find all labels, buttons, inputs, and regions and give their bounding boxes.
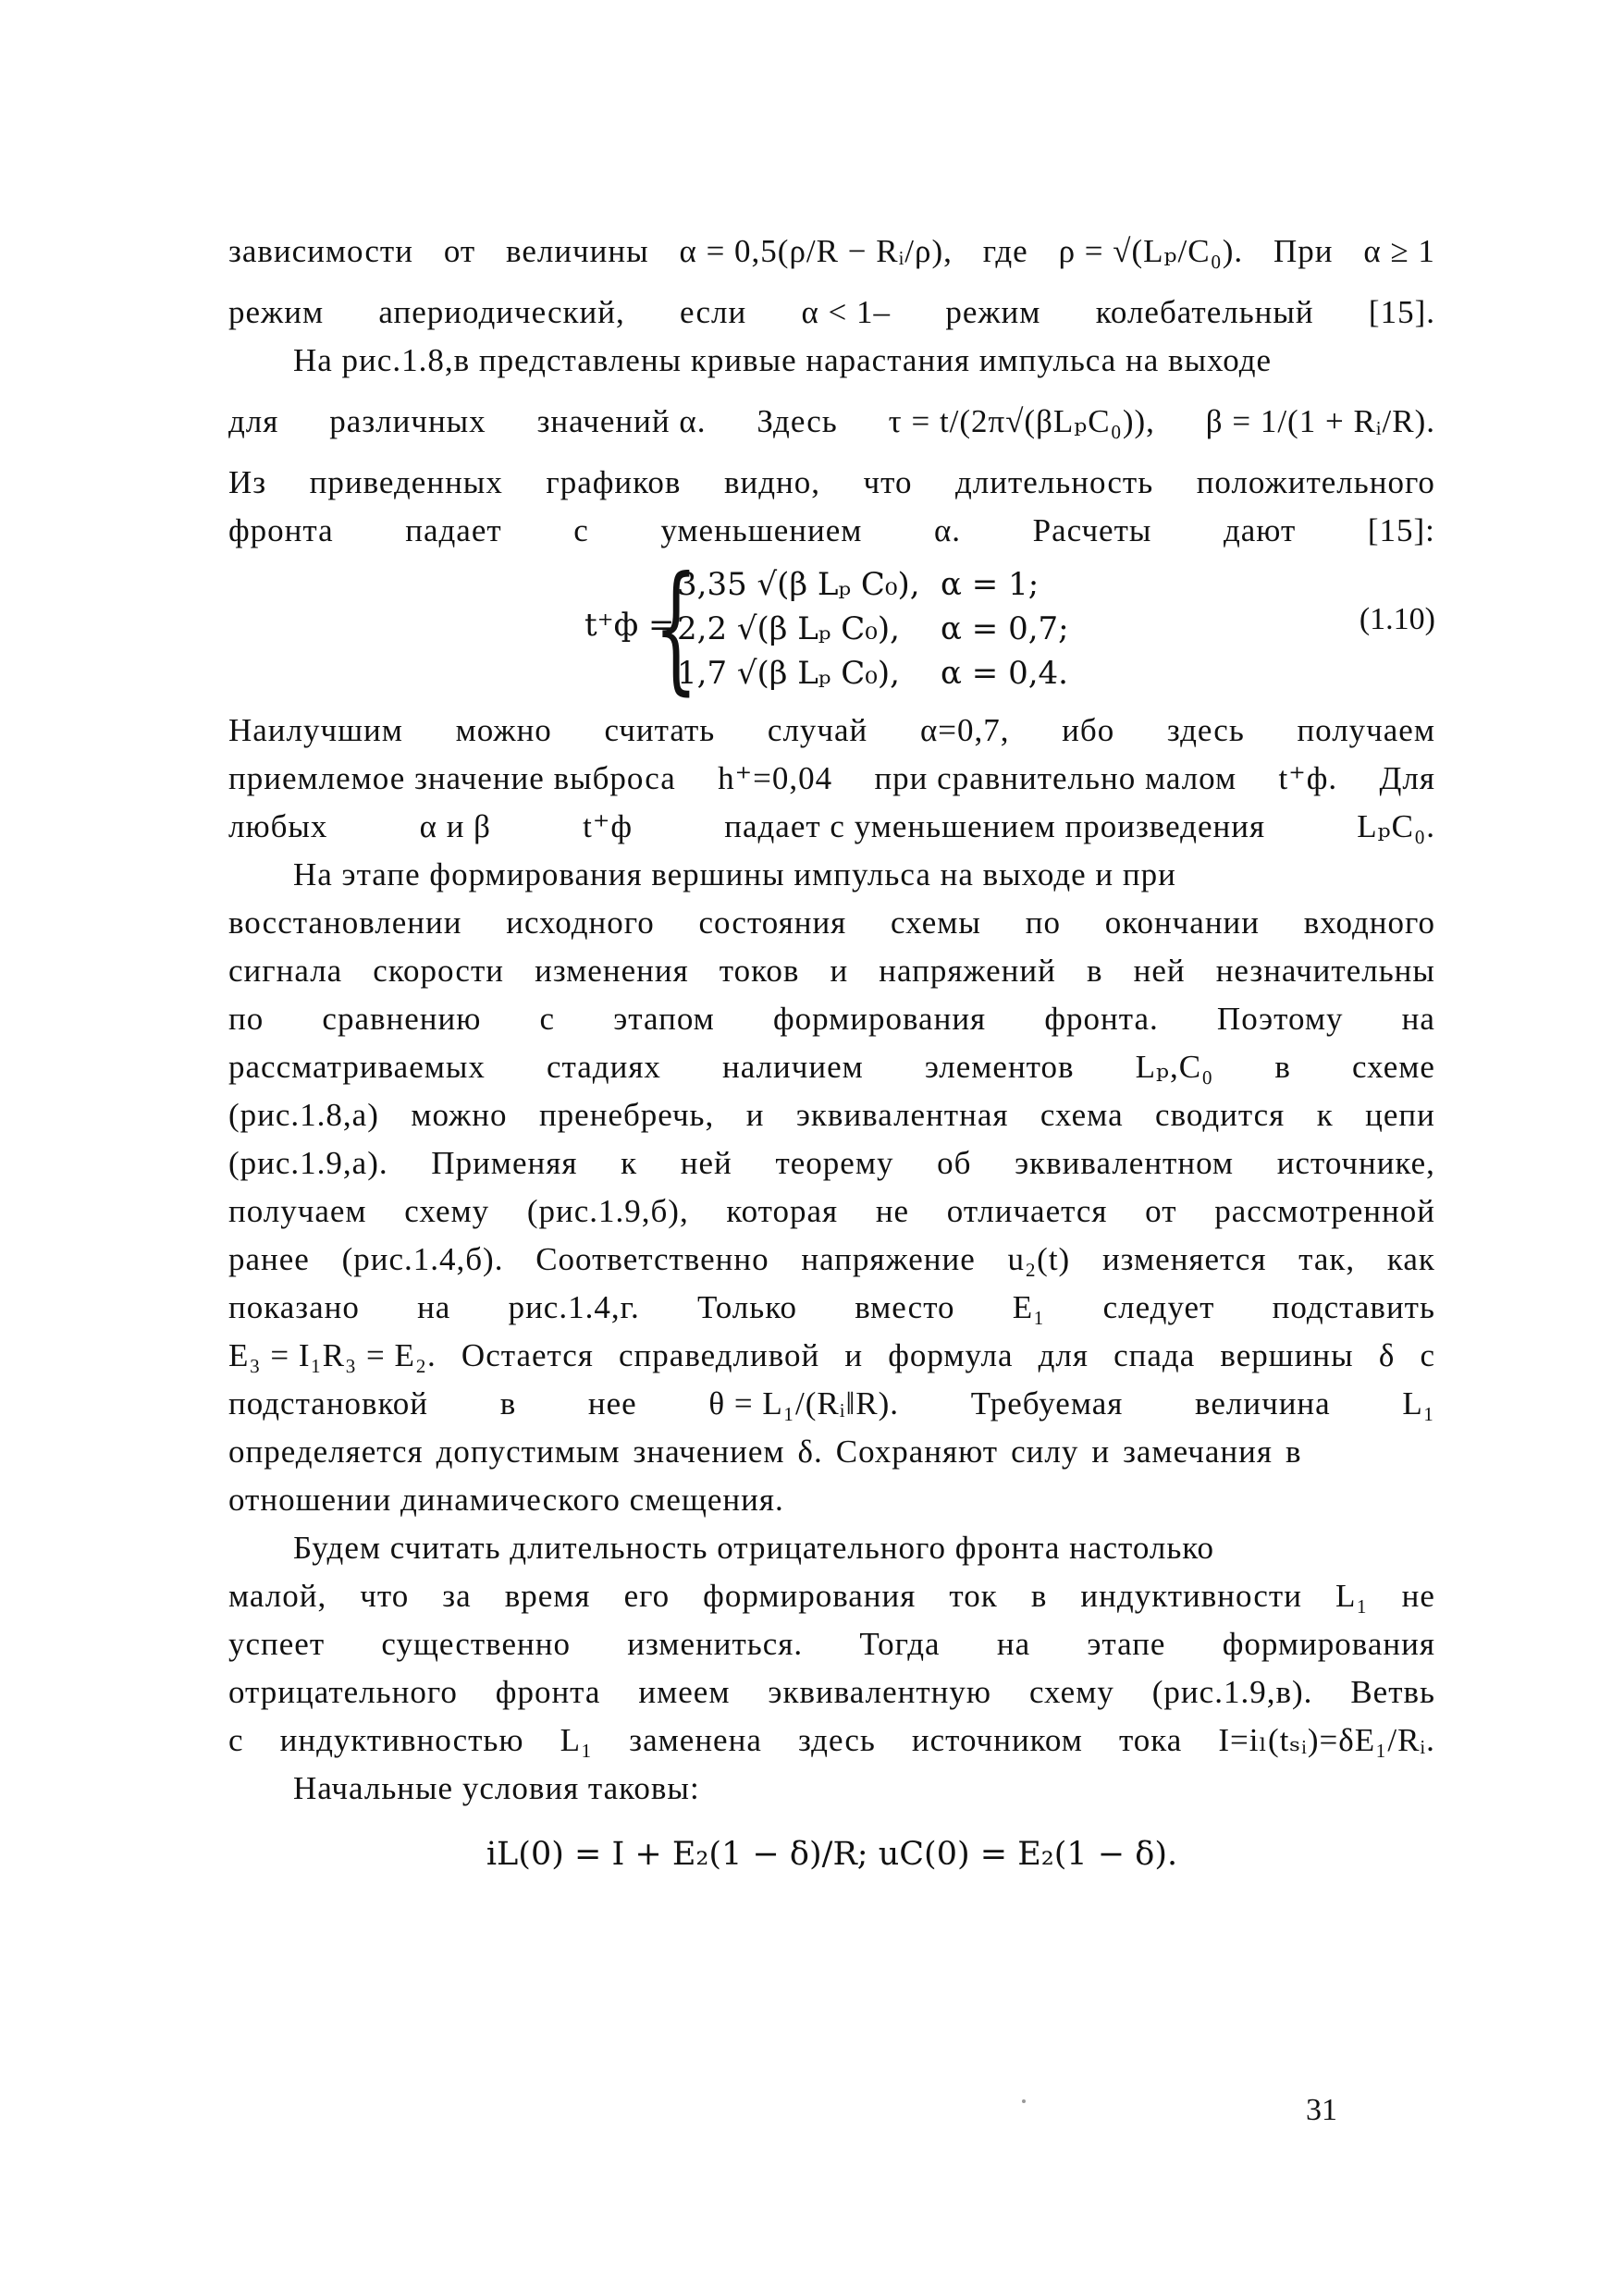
text-word: формирования <box>703 1578 917 1614</box>
text-word: h⁺=0,04 <box>718 760 833 796</box>
text-line <box>228 1091 1435 1139</box>
text-word: показано <box>228 1289 360 1325</box>
text-word: сводится <box>1155 1097 1286 1133</box>
text-word: силу <box>1011 1434 1079 1470</box>
text-word: не <box>1401 1578 1435 1614</box>
text-word: цепи <box>1365 1097 1435 1133</box>
text-word: наличием <box>722 1049 864 1085</box>
text-word: (рис.1.8,а) <box>228 1097 379 1133</box>
text-word: незначительны <box>1215 953 1435 989</box>
text-word: считать <box>604 712 716 748</box>
text-word: справедливой <box>619 1337 820 1373</box>
text-word: состояния <box>698 905 847 941</box>
text-word: α = 0,5(ρ/R − Rᵢ/ρ), <box>679 233 953 269</box>
text-line <box>228 1236 1435 1284</box>
text-word: рассмотренной <box>1214 1193 1435 1229</box>
text-word: успеет <box>228 1626 326 1662</box>
case-expression: 3,35 √(β Lₚ C₀), <box>677 566 920 603</box>
text-word: получаем <box>228 1193 367 1229</box>
text-word: падает <box>405 512 502 548</box>
text-word: схемы <box>891 905 981 941</box>
text-word: сигнала <box>228 953 343 989</box>
equation-number: (1.10) <box>1359 602 1435 636</box>
text-word: дают <box>1223 512 1297 548</box>
text-word: падает с уменьшением произведения <box>724 808 1266 844</box>
text-line <box>228 1524 1435 1572</box>
text-word: эквивалентную <box>768 1674 992 1710</box>
text-word: если <box>680 294 747 330</box>
text-word: (рис.1.9,в). <box>1151 1674 1313 1710</box>
text-line <box>228 995 1435 1043</box>
text-word: Здесь <box>757 403 838 439</box>
text-word: подстановкой <box>228 1385 429 1421</box>
text-word: u₂(t) <box>1007 1241 1071 1277</box>
text-word: Из <box>228 464 267 500</box>
text-word: малой, <box>228 1578 327 1614</box>
text-word: фронта <box>228 512 334 548</box>
text-word: вершины <box>1220 1337 1354 1373</box>
text-word: длительность <box>955 464 1154 500</box>
text-word: вместо <box>855 1289 955 1325</box>
text-word: в <box>1086 953 1103 989</box>
text-word: по <box>1025 905 1061 941</box>
paragraph-block-2 <box>228 707 1435 1813</box>
text-word: по <box>228 1001 265 1037</box>
text-word: так, <box>1298 1241 1356 1277</box>
text-word: [15]. <box>1368 294 1435 330</box>
text-word: E₁ <box>1012 1289 1046 1325</box>
text-word: эквивалентная <box>795 1097 1009 1133</box>
text-word: θ = L₁/(Rᵢ‖R). <box>708 1385 900 1421</box>
equation-case <box>677 562 1040 607</box>
case-expression: 1,7 √(β Lₚ C₀), <box>677 655 900 692</box>
text-word: (рис.1.9,б), <box>526 1193 689 1229</box>
text-word: спада <box>1113 1337 1196 1373</box>
text-word: допустимым <box>436 1434 621 1470</box>
text-word: которая <box>726 1193 839 1229</box>
text-word: Расчеты <box>1032 512 1152 548</box>
text-word: Применяя <box>431 1145 578 1181</box>
text-word: L₁ <box>560 1722 594 1758</box>
scan-speck <box>1022 2099 1026 2103</box>
text-word: Lₚ,C₀ <box>1135 1049 1214 1085</box>
case-condition: α = 1; <box>941 566 1040 603</box>
equation-brace: { <box>654 548 698 708</box>
text-word: и <box>830 953 849 989</box>
text-word: Только <box>697 1289 797 1325</box>
text-word: значений α. <box>536 403 707 439</box>
text-word: На этапе формирования вершины импульса на выходе и при <box>293 856 1176 892</box>
text-word: источником <box>911 1722 1083 1758</box>
text-word: на <box>996 1626 1031 1662</box>
text-word: ранее <box>228 1241 310 1277</box>
text-word: изменения <box>535 953 689 989</box>
text-line <box>228 1380 1435 1428</box>
text-line <box>228 1428 1435 1476</box>
text-word: источнике, <box>1276 1145 1435 1181</box>
text-word: фронта <box>495 1674 601 1710</box>
text-line <box>228 1043 1435 1091</box>
text-word: схему <box>404 1193 490 1229</box>
text-word: с <box>1420 1337 1435 1373</box>
text-word: Ветвь <box>1350 1674 1435 1710</box>
text-word: различных <box>329 403 486 439</box>
text-line <box>228 899 1435 947</box>
text-line <box>228 1717 1435 1765</box>
text-word: этапе <box>1087 1626 1166 1662</box>
text-word: исходного <box>506 905 655 941</box>
text-word: с <box>573 512 589 548</box>
text-word: в <box>1274 1049 1291 1085</box>
equation-1-10 <box>228 548 1435 708</box>
text-word: можно <box>455 712 552 748</box>
text-line <box>228 1765 1435 1813</box>
text-word: α < 1– <box>801 294 892 330</box>
text-word: от <box>1145 1193 1177 1229</box>
text-word: за <box>442 1578 472 1614</box>
text-word: для <box>228 403 279 439</box>
text-word: входного <box>1303 905 1435 941</box>
text-word: к <box>1316 1097 1334 1133</box>
text-word: [15]: <box>1367 512 1435 548</box>
text-word: δ. <box>797 1434 823 1470</box>
text-word: где <box>982 233 1028 269</box>
text-word: и <box>745 1097 765 1133</box>
text-word: любых <box>228 808 328 844</box>
text-line <box>228 1620 1435 1668</box>
text-word: заменена <box>629 1722 762 1758</box>
case-condition: α = 0,7; <box>941 610 1069 647</box>
text-word: на <box>417 1289 451 1325</box>
text-word: с <box>228 1722 244 1758</box>
text-word: отличается <box>946 1193 1108 1229</box>
text-word: (рис.1.9,а). <box>228 1145 388 1181</box>
text-word: окончании <box>1104 905 1261 941</box>
text-word: α ≥ 1 <box>1363 233 1435 269</box>
text-word: Наилучшим <box>228 712 403 748</box>
text-word: t⁺ф <box>583 808 634 844</box>
text-word: эквивалентном <box>1015 1145 1235 1181</box>
text-word: время <box>504 1578 591 1614</box>
text-word: формула <box>888 1337 1014 1373</box>
text-word: его <box>623 1578 671 1614</box>
text-word: отрицательного <box>228 1674 458 1710</box>
text-word: индуктивностью <box>279 1722 524 1758</box>
text-line <box>228 507 1435 555</box>
text-word: измениться. <box>627 1626 804 1662</box>
text-word: E₃ = I₁R₃ = E₂. <box>228 1337 437 1373</box>
text-word: напряжений <box>879 953 1056 989</box>
text-word: токов <box>719 953 800 989</box>
text-word: апериодический, <box>378 294 625 330</box>
text-word: стадиях <box>546 1049 661 1085</box>
text-line <box>228 215 1435 289</box>
text-word: здесь <box>797 1722 876 1758</box>
text-word: на <box>1401 1001 1435 1037</box>
text-word: что <box>863 464 913 500</box>
text-word: об <box>937 1145 972 1181</box>
text-line <box>228 1139 1435 1188</box>
text-word: Сохраняют <box>835 1434 999 1470</box>
text-word: α и β <box>419 808 491 844</box>
text-word: тока <box>1118 1722 1183 1758</box>
text-word: от <box>443 233 476 269</box>
text-word: определяется <box>228 1434 424 1470</box>
text-line <box>228 803 1435 851</box>
text-word: t⁺ф. <box>1278 760 1338 796</box>
case-condition: α = 0,4. <box>941 655 1068 692</box>
text-line <box>228 947 1435 995</box>
text-word: в <box>1285 1434 1302 1470</box>
text-word: в <box>1030 1578 1048 1614</box>
text-word: подставить <box>1272 1289 1435 1325</box>
text-word: к <box>621 1145 638 1181</box>
text-word: величины <box>506 233 649 269</box>
text-word: α. <box>933 512 962 548</box>
text-word: Поэтому <box>1216 1001 1344 1037</box>
text-word: LₚC₀. <box>1357 808 1435 844</box>
text-word: схема <box>1040 1097 1124 1133</box>
text-word: ней <box>680 1145 732 1181</box>
text-line <box>228 459 1435 507</box>
page-body <box>228 215 1435 1896</box>
text-word: и <box>844 1337 864 1373</box>
text-word: элементов <box>924 1049 1075 1085</box>
text-word: уменьшением <box>660 512 863 548</box>
text-word: и <box>1091 1434 1111 1470</box>
text-word: этапом <box>613 1001 715 1037</box>
text-word: случай <box>767 712 868 748</box>
text-word: Будем считать длительность отрицательного фронта настолько <box>293 1530 1215 1566</box>
text-word: имеем <box>638 1674 731 1710</box>
text-word: получаем <box>1297 712 1435 748</box>
text-word: β = 1/(1 + Rᵢ/R). <box>1205 403 1435 439</box>
text-word: приемлемое значение выброса <box>228 760 676 796</box>
text-word: графиков <box>546 464 682 500</box>
text-word: изменяется <box>1101 1241 1267 1277</box>
text-line <box>228 337 1435 385</box>
text-word: замечания <box>1123 1434 1273 1470</box>
text-word: нее <box>587 1385 637 1421</box>
text-word: ток <box>949 1578 998 1614</box>
text-word: не <box>875 1193 910 1229</box>
text-word: положительного <box>1196 464 1435 500</box>
text-word: На рис.1.8,в представлены кривые нарастания импульса на выходе <box>293 342 1273 378</box>
text-line <box>228 851 1435 899</box>
text-word: индуктивности <box>1080 1578 1302 1614</box>
text-word: здесь <box>1166 712 1245 748</box>
equation-case <box>677 607 1069 651</box>
text-word: с <box>539 1001 556 1037</box>
text-word: α=0,7, <box>919 712 1010 748</box>
text-word: фронта. <box>1044 1001 1159 1037</box>
text-word: L₁ <box>1335 1578 1369 1614</box>
text-word: δ <box>1378 1337 1396 1373</box>
text-word: ней <box>1133 953 1186 989</box>
text-word: I=iₗ(tₛᵢ)=δE₁/Rᵢ. <box>1218 1722 1435 1758</box>
text-word: следует <box>1102 1289 1215 1325</box>
text-line <box>228 1332 1435 1380</box>
text-word: приведенных <box>309 464 503 500</box>
text-word: в <box>499 1385 517 1421</box>
text-line <box>228 385 1435 459</box>
text-word: колебательный <box>1095 294 1314 330</box>
text-line <box>228 1476 1435 1524</box>
text-line <box>228 707 1435 755</box>
text-word: отношении динамического смещения. <box>228 1482 784 1518</box>
text-line <box>228 1668 1435 1717</box>
text-word: можно <box>411 1097 508 1133</box>
text-word: существенно <box>381 1626 571 1662</box>
text-word: Для <box>1379 760 1435 796</box>
initial-conditions-equation: iL(0) = I + E₂(1 − δ)/R; uC(0) = E₂(1 − δ). <box>486 1836 1178 1873</box>
text-word: режим <box>228 294 325 330</box>
text-word: напряжение <box>801 1241 976 1277</box>
case-expression: 2,2 √(β Lₚ C₀), <box>677 610 900 647</box>
text-word: режим <box>945 294 1041 330</box>
text-word: τ = t/(2π√(βLₚC₀)), <box>888 403 1155 439</box>
text-word: (рис.1.4,б). <box>341 1241 504 1277</box>
text-word: пренебречь, <box>538 1097 715 1133</box>
text-word: теорему <box>775 1145 894 1181</box>
page-number: 31 <box>1306 2093 1337 2127</box>
text-word: при сравнительно малом <box>874 760 1237 796</box>
text-word: формирования <box>772 1001 987 1037</box>
text-word: ρ = √(Lₚ/C₀). <box>1058 233 1244 269</box>
text-word: восстановлении <box>228 905 462 941</box>
text-word: Требуемая <box>970 1385 1124 1421</box>
text-word: формирования <box>1222 1626 1435 1662</box>
text-word: сравнению <box>322 1001 482 1037</box>
text-line <box>228 289 1435 337</box>
text-word: рис.1.4,г. <box>508 1289 640 1325</box>
text-word: что <box>360 1578 410 1614</box>
text-word: величина <box>1195 1385 1331 1421</box>
text-line <box>228 1284 1435 1332</box>
equation-case <box>677 651 1068 695</box>
text-word: для <box>1038 1337 1089 1373</box>
text-line <box>228 1188 1435 1236</box>
text-word: скорости <box>373 953 504 989</box>
paragraph-block-1 <box>228 215 1435 555</box>
text-line <box>228 1572 1435 1620</box>
text-word: При <box>1273 233 1334 269</box>
text-word: Остается <box>461 1337 594 1373</box>
text-word: схему <box>1028 1674 1114 1710</box>
text-word: Начальные условия таковы: <box>293 1770 700 1806</box>
text-word: Тогда <box>859 1626 941 1662</box>
text-line <box>228 755 1435 803</box>
text-word: L₁ <box>1402 1385 1435 1421</box>
text-word: схеме <box>1352 1049 1435 1085</box>
text-word: Соответственно <box>535 1241 769 1277</box>
equation-lhs: t⁺ф = <box>584 607 675 644</box>
text-word: зависимости <box>228 233 413 269</box>
text-word: видно, <box>723 464 820 500</box>
text-word: ибо <box>1062 712 1115 748</box>
text-word: рассматриваемых <box>228 1049 486 1085</box>
text-word: как <box>1386 1241 1435 1277</box>
text-word: значением <box>633 1434 785 1470</box>
